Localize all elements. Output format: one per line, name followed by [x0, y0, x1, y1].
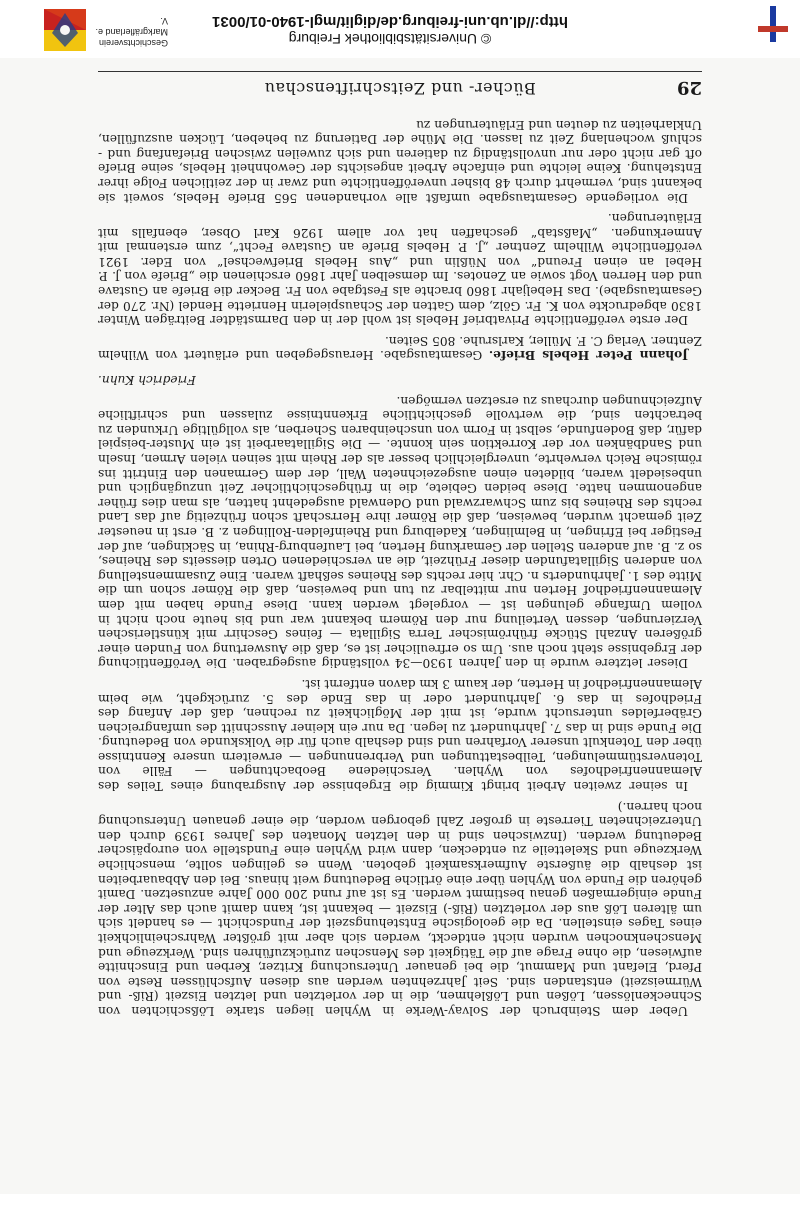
review-title: Johann Peter Hebels Briefe. [488, 348, 688, 363]
page-header [98, 71, 702, 100]
footer-source [170, 12, 610, 48]
paragraph: Dieser letztere wurde in den Jahren 1930—34 vollständig ausgegraben. Die Veröffentlichung der Ergebnisse steht noch aus. Um so erfreulicher ist es, daß die Auswertung von Funden einer größeren Anzahl Stücke frührömischer Terra Sigillata — feines Geschirr mit künstlerischen Verzierungen, dessen Verteilung nur den Römern bekannt war und bis heute noch nicht in vollem Umfange gelungen ist — vorgelegt werden kann. Diese Funde haben mit dem Alemannenfriedhof Herten nur mittelbar zu tun und beweisen, daß die Römer schon um die Mitte des 1. Jahrhunderts n. Chr. hier rechts des Rheines seßhaft waren. Eine Zusammenstellung von anderen Sigillatafunden dieser Frühzeit, die an verschiedenen Orten diesseits des Rheines, so z. B. auf anderen Stellen der Gemarkung Herten, bei Laufenburg-Rhina, in Säckingen, auf der Festiger bei Efringen, in Belmlingen, Kadelburg und Rheinfelden-Rollingen z. B. erst in neuester Zeit gemacht wurden, beweisen, daß die Römer ihre Herrschaft schon frühzeitig auf das Land rechts des Rheines bis zum Schwarzwald und Odenwald ausgedehnt hatten, als man dies früher angenommen hatte. Diese beiden Gebiete, die in frühgeschichtlicher Zeit unzugänglich und unbesiedelt waren, bildeten einen ausgezeichneten Wall, der dem Germanen den Eintritt ins römische Reich verwehrte, unvergleichlich besser als der Rhein mit seinen vielen Armen, Inseln und Sandbänken vor der Korrektion sein konnte. — Die Sigillataarbeit ist ein Muster-beispiel dafür, daß Bodenfunde, selbst in Form von unscheinbaren Scherben, als vollgültige Urkunden zu betrachten sind, die wertvolle geschichtliche Erkenntnisse zulassen und schriftliche Aufzeichnungen durchaus zu ersetzen vermögen. [98, 393, 702, 671]
coat-of-arms-logo [44, 9, 86, 51]
source-url-link[interactable]: http://dl.ub.uni-freiburg.de/diglit/mgl-1940-01/0031 [212, 13, 568, 30]
copyright-line: © Universitätsbibliothek Freiburg [288, 31, 492, 47]
paragraph: Ueber dem Steinbruch der Solvay-Werke in Wyhlen liegen starke Lößschichten von Schneckenlössen, Lößen und Lößlehmen, die in der vorletzten und letzten Eiszeit (Riß- und Würmeiszeit) entstanden sind. Seit Jahrzehnten werden aus diesen Aufschlüssen Reste von Pferd, Elefant und Mammut, die bei genauer Untersuchung Kritzer, Kerben und Einschnitte aufwiesen, die ohne Frage auf die Tätigkeit des Menschen zurückzuführen sind. Werkzeuge und Menschenknochen wurden nicht entdeckt, werden sich aber mit größter Wahrscheinlichkeit eines Tages einstellen. Da die geologische Entstehungszeit der Fundschicht — es handelt sich um älteren Löß aus der vorletzten (Riß-) Eiszeit — bekannt ist, kann damit auch das Alter der Funde einigermaßen genau bestimmt werden. Es ist auf rund 200 000 Jahre anzusetzen. Damit gehören die Funde von Wyhlen über eine örtliche Bedeutung weit hinaus. Bei den Abbauarbeiten ist deshalb die äußerste Aufmerksamkeit geboten. Wenn es gelingen sollte, menschliche Werkzeuge und Skeletteile zu entdecken, dann wird Wyhlen eine Fundstelle von europäischer Bedeutung werden. (Inzwischen sind in den letzten Monaten des Jahres 1939 durch den Unterzeichneten Tierreste in großer Zahl geborgen worden, die einer genauen Untersuchung noch harren.) [98, 799, 702, 1018]
paragraph: Die vorliegende Gesamtausgabe umfaßt alle vorhandenen 565 Briefe Hebels, soweit sie bekannt sind, vermehrt durch 48 bisher unveröffentlichte und zwar in der zeitlichen Folge ihrer Entstehung. Keine leichte und einfache Arbeit angesichts der Gewohnheit Hebels, seine Briefe oft gar nicht oder nur unvollständig zu datieren und sich zuweilen zwischen Briefanfang und -schluß wochenlang Zeit zu lassen. Die Mühe der Datierung zu beheben, Lücken auszufüllen, Unklarheiten zu deuten und Erläuterungen zu [98, 117, 702, 205]
paragraph: Der erste veröffentlichte Privatbrief Hebels ist wohl der in den Darmstädter Beiträgen Winter 1830 abgedruckte von K. Fr. Gölz, dem Gatten der Schauspielerin Henriette Hendel (Nr. 270 der Gesamtausgabe). Das Hebeljahr 1860 brachte als Festgabe von Fr. Becker die Briefe an Gustave und den Herren Vogt sowie an Zenotes. Im demselben Jahr 1860 erschienen die „Briefe von J. P. Hebel an einen Freund“ von Nüßlin und „Aus Hebels Briefwechsel“ von Eder. 1921 veröffentlichte Wilhelm Zentner „J. P. Hebels Briefe an Gustave Fecht“, zum erstenmal mit Anmerkungen. „Maßstab“ geschaffen hat vor allem 1926 Karl Obser, ebenfalls mit Erläuterungen. [98, 211, 702, 328]
bottom-strip [0, 1194, 800, 1208]
org-name-line: Geschichtsverein [98, 38, 168, 48]
org-name-line: Markgräflerland e. V. [95, 16, 168, 37]
article-body [98, 108, 702, 1018]
library-cross-icon [758, 6, 788, 42]
paragraph: In seiner zweiten Arbeit bringt Kimmig die Ergebnisse der Ausgrabung eines Teiles des Alemannenfriedhofes von Wyhlen. Verschiedene Beobachtungen — Fälle von Totenverstümmelungen, Teilbestattungen und Verbrennungen — erweitern unsere Kenntnisse über den Totenkult unserer Vorfahren und sind deshalb auch für die Volkskunde von Bedeutung. Die Funde sind in das 7. Jahrhundert zu legen. Da nur ein kleiner Ausschnitt des umfangreichen Gräberfeldes untersucht wurde, ist mit der Möglichkeit zu rechnen, daß der Anfang des Friedhofes in das 6. Jahrhundert oder in das Ende des 5. zurückgeht, wie beim Alemannenfriedhof in Herten, der kaum 3 km davon entfernt ist. [98, 676, 702, 794]
org-name [88, 15, 168, 48]
review-citation: Gesamtausgabe. Herausgegeben und erläutert von Wilhelm Zentner. Verlag C. F. Müller, Karlsruhe. 805 Seiten. [98, 333, 702, 363]
review-heading [98, 333, 702, 362]
author-signature: Friedrich Kuhn. [98, 373, 196, 388]
running-title: Bücher- und Zeitschriftenschau [264, 79, 536, 98]
page-number: 29 [676, 77, 702, 98]
